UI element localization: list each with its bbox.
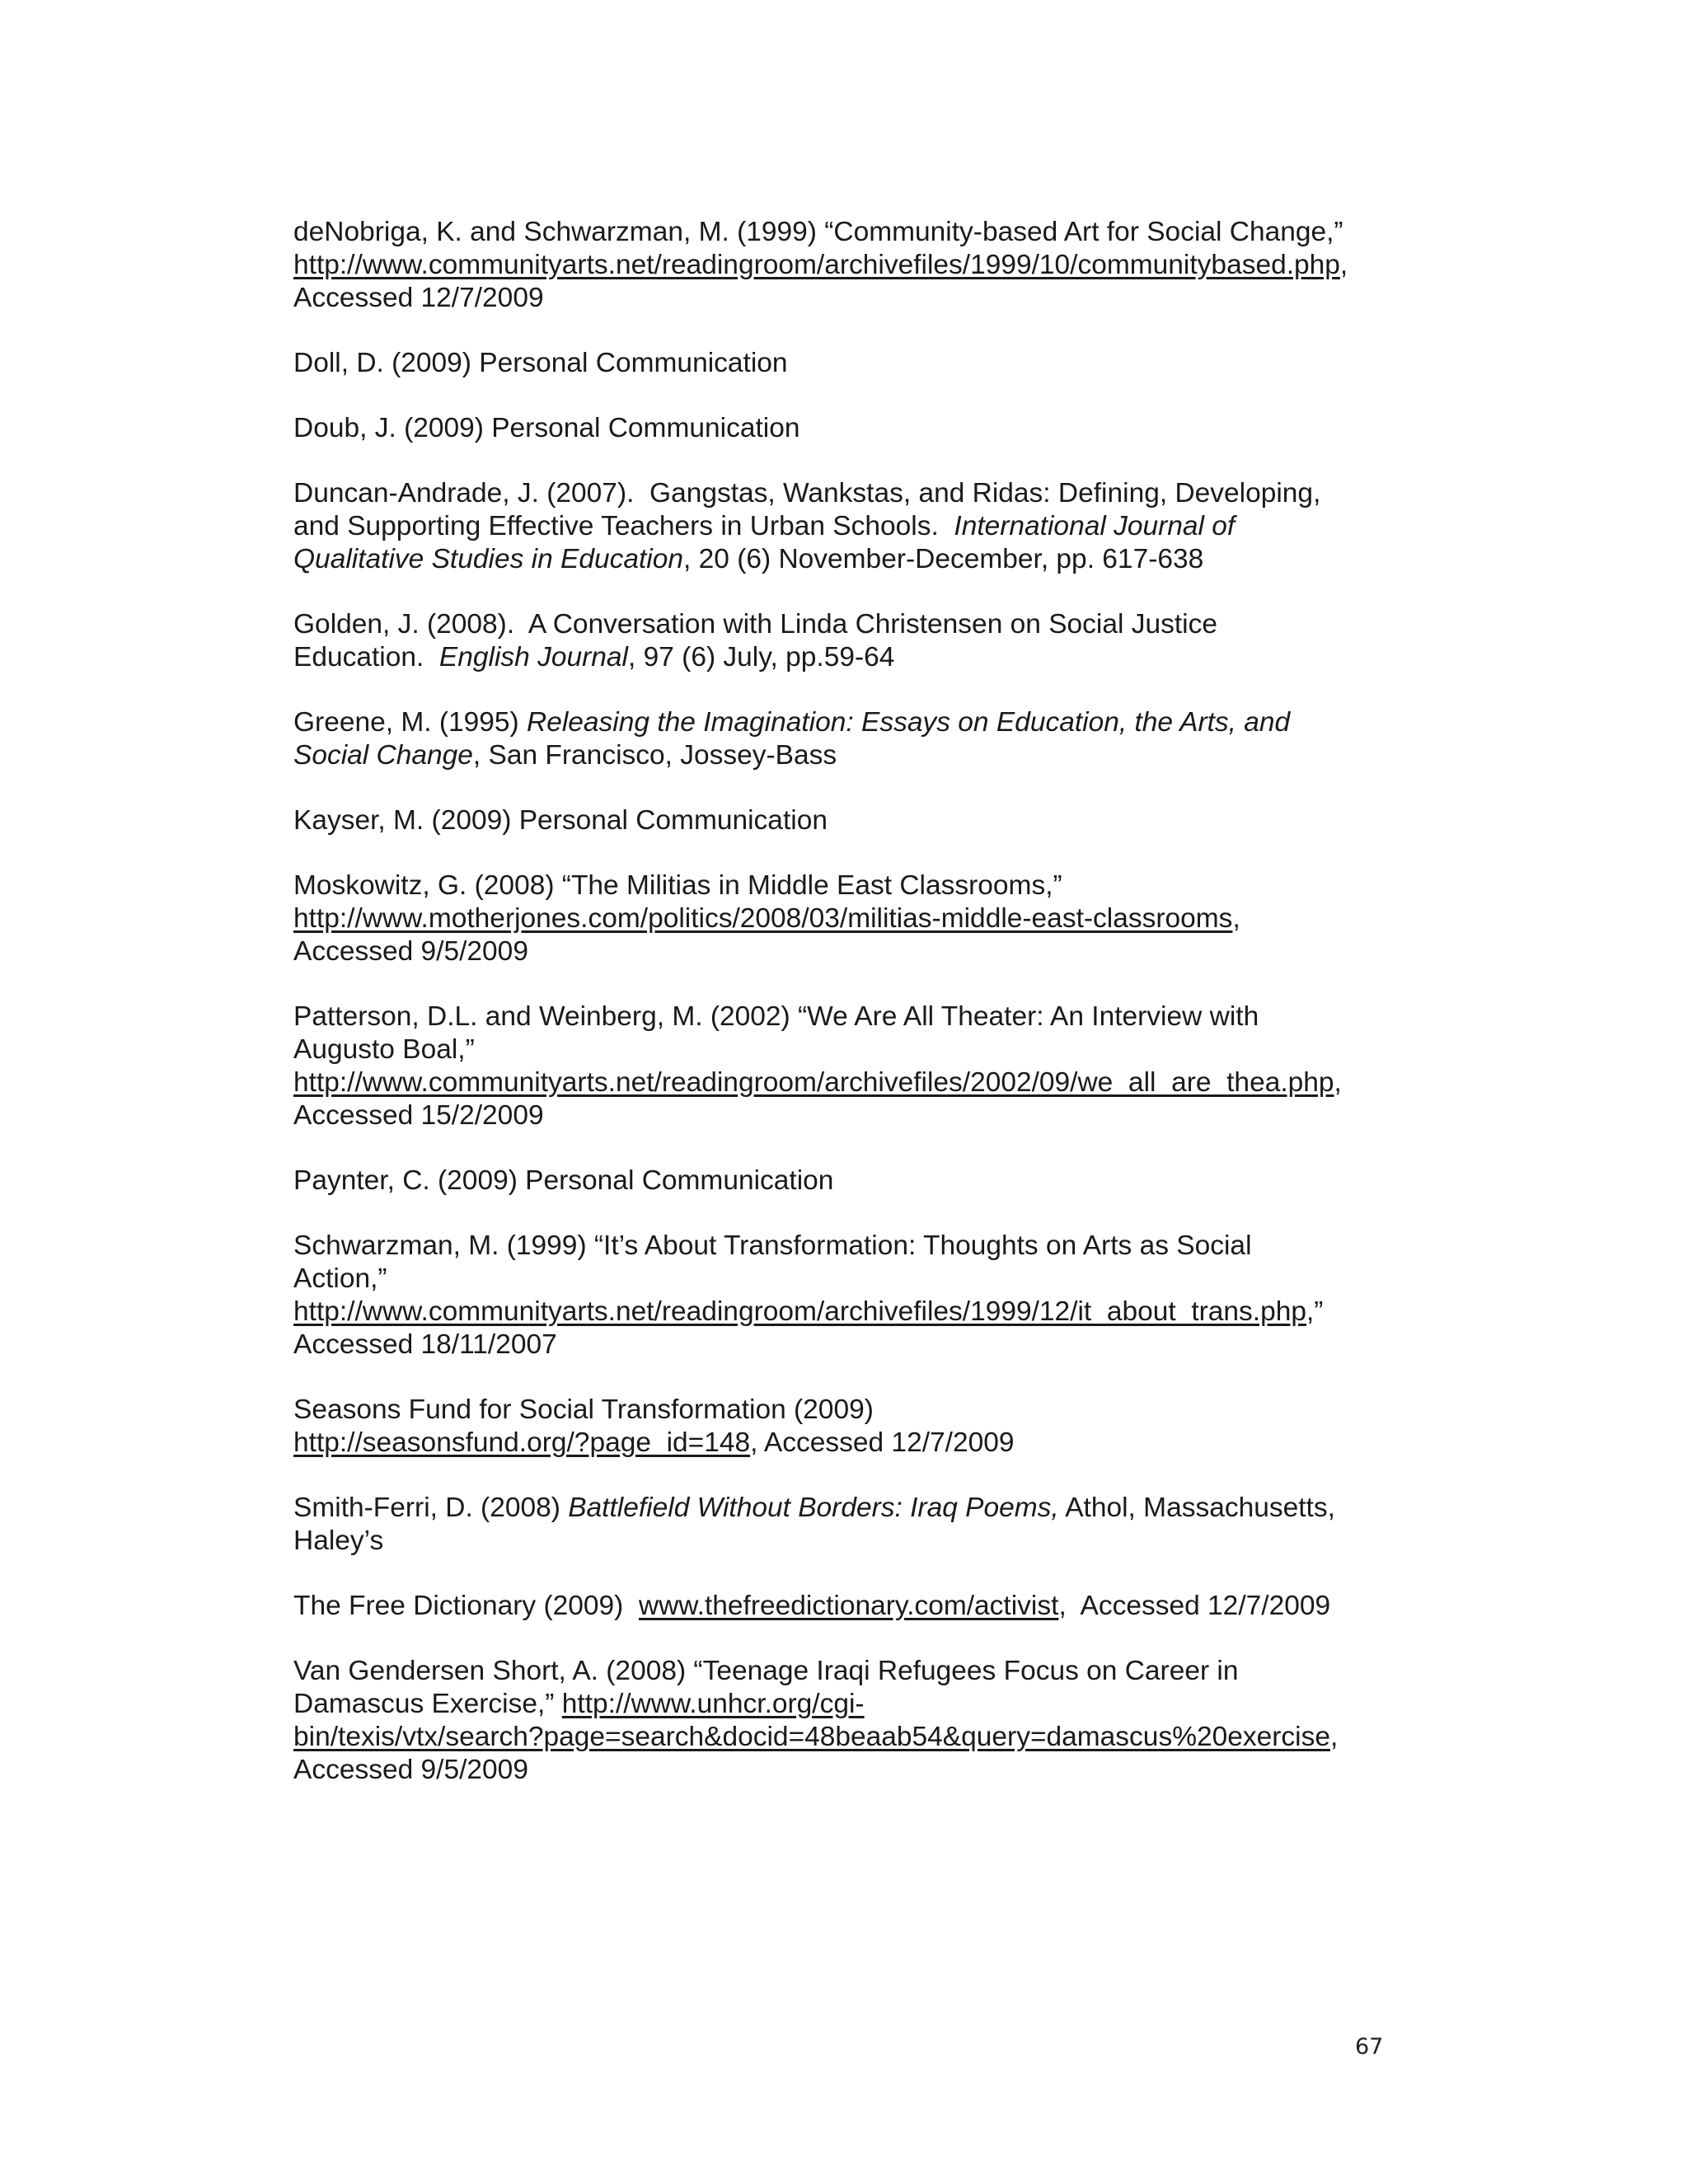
reference-line xyxy=(293,641,1398,674)
reference-line xyxy=(293,1394,1398,1427)
reference-entry-kayser xyxy=(293,804,1398,837)
reference-text: deNobriga, K. and Schwarzman, M. (1999) “Community-based Art for Social Change,” xyxy=(293,217,1343,247)
reference-entry-van-gendersen-short xyxy=(293,1655,1398,1787)
reference-line xyxy=(293,1099,1398,1132)
reference-entry-greene xyxy=(293,706,1398,772)
reference-line xyxy=(293,1427,1398,1460)
reference-text: Golden, J. (2008). A Conversation with Linda Christensen on Social Justice xyxy=(293,609,1218,640)
reference-text: , xyxy=(1339,250,1348,280)
reference-line xyxy=(293,1590,1398,1623)
reference-line xyxy=(293,1655,1398,1688)
reference-line xyxy=(293,347,1398,380)
reference-text: Education. xyxy=(293,642,439,673)
reference-line xyxy=(293,935,1398,968)
reference-text: Accessed 15/2/2009 xyxy=(293,1100,544,1131)
reference-line xyxy=(293,1296,1398,1329)
reference-title-italic: Releasing the Imagination: Essays on Education, the Arts, and xyxy=(527,707,1291,738)
reference-entry-smith-ferri xyxy=(293,1492,1398,1558)
reference-line xyxy=(293,543,1398,576)
reference-line xyxy=(293,869,1398,902)
reference-line xyxy=(293,1525,1398,1558)
reference-link[interactable]: http://www.motherjones.com/politics/2008/03/militias-middle-east-classrooms xyxy=(293,903,1233,934)
reference-text: Augusto Boal,” xyxy=(293,1034,475,1065)
reference-entry-free-dictionary xyxy=(293,1590,1398,1623)
reference-text: Accessed 9/5/2009 xyxy=(293,936,528,967)
reference-text: Accessed 12/7/2009 xyxy=(293,283,544,313)
reference-line xyxy=(293,1033,1398,1066)
reference-text: , 20 (6) November-December, pp. 617-638 xyxy=(683,544,1204,574)
reference-line xyxy=(293,477,1398,510)
reference-title-italic: Social Change xyxy=(293,740,473,771)
reference-entry-seasons-fund xyxy=(293,1394,1398,1460)
reference-text: Doll, D. (2009) Personal Communication xyxy=(293,348,788,378)
reference-line xyxy=(293,1492,1398,1525)
reference-text: , 97 (6) July, pp.59-64 xyxy=(627,642,895,673)
reference-title-italic: International Journal of xyxy=(954,511,1236,541)
reference-entry-denobriga xyxy=(293,216,1398,315)
reference-text: Accessed 9/5/2009 xyxy=(293,1755,528,1785)
reference-text: , Accessed 12/7/2009 xyxy=(1058,1591,1331,1621)
reference-link[interactable]: http://seasonsfund.org/?page_id=148 xyxy=(293,1427,751,1458)
reference-text: Paynter, C. (2009) Personal Communication xyxy=(293,1165,834,1196)
reference-line xyxy=(293,249,1398,282)
reference-entry-schwarzman xyxy=(293,1230,1398,1361)
reference-text: The Free Dictionary (2009) xyxy=(293,1591,639,1621)
reference-text: Patterson, D.L. and Weinberg, M. (2002) “We Are All Theater: An Interview with xyxy=(293,1001,1259,1032)
reference-entry-golden xyxy=(293,608,1398,674)
reference-text: , xyxy=(1232,903,1240,934)
reference-text: Accessed 18/11/2007 xyxy=(293,1329,557,1360)
reference-title-italic: Battlefield Without Borders: Iraq Poems, xyxy=(568,1493,1059,1523)
reference-line xyxy=(293,282,1398,315)
reference-line xyxy=(293,1230,1398,1263)
reference-text: Duncan-Andrade, J. (2007). Gangstas, Wankstas, and Ridas: Defining, Developing, xyxy=(293,478,1321,509)
reference-text: , Accessed 12/7/2009 xyxy=(750,1427,1015,1458)
page-number: 67 xyxy=(1355,2034,1384,2060)
reference-line xyxy=(293,1329,1398,1361)
reference-list xyxy=(293,216,1398,1819)
reference-line xyxy=(293,1721,1398,1754)
reference-text: Kayser, M. (2009) Personal Communication xyxy=(293,805,828,836)
reference-text: Damascus Exercise,” xyxy=(293,1689,562,1719)
reference-link[interactable]: www.thefreedictionary.com/activist xyxy=(638,1591,1059,1621)
reference-text: Van Gendersen Short, A. (2008) “Teenage Iraqi Refugees Focus on Career in xyxy=(293,1656,1239,1686)
reference-text: , xyxy=(1334,1067,1342,1098)
reference-text: Smith-Ferri, D. (2008) xyxy=(293,1493,569,1523)
reference-line xyxy=(293,1066,1398,1099)
reference-entry-doll xyxy=(293,347,1398,380)
reference-text: Action,” xyxy=(293,1263,387,1294)
reference-text: , xyxy=(1329,1722,1339,1752)
reference-link[interactable]: http://www.communityarts.net/readingroom/archivefiles/2002/09/we_all_are_thea.php xyxy=(293,1067,1334,1098)
reference-text: Haley’s xyxy=(293,1526,384,1556)
reference-link[interactable]: http://www.communityarts.net/readingroom/archivefiles/1999/12/it_about_trans.php xyxy=(293,1296,1306,1327)
reference-line xyxy=(293,608,1398,641)
reference-line xyxy=(293,1688,1398,1721)
reference-line xyxy=(293,412,1398,445)
reference-entry-patterson xyxy=(293,1001,1398,1132)
reference-line xyxy=(293,216,1398,249)
reference-title-italic: Qualitative Studies in Education xyxy=(293,544,684,574)
reference-title-italic: English Journal xyxy=(438,642,628,673)
reference-text: , San Francisco, Jossey-Bass xyxy=(472,740,837,771)
reference-line xyxy=(293,706,1398,739)
reference-entry-duncan-andrade xyxy=(293,477,1398,576)
reference-link[interactable]: bin/texis/vtx/search?page=search&docid=48beaab54&query=damascus%20exercise xyxy=(293,1722,1330,1752)
reference-line xyxy=(293,804,1398,837)
reference-text: Greene, M. (1995) xyxy=(293,707,528,738)
reference-line xyxy=(293,1165,1398,1197)
reference-line xyxy=(293,1001,1398,1033)
reference-link[interactable]: http://www.unhcr.org/cgi- xyxy=(561,1689,865,1719)
reference-line xyxy=(293,510,1398,543)
reference-text: Seasons Fund for Social Transformation (2009) xyxy=(293,1394,874,1425)
reference-text: Athol, Massachusetts, xyxy=(1058,1493,1335,1523)
reference-text: and Supporting Effective Teachers in Urban Schools. xyxy=(293,511,954,541)
reference-entry-moskowitz xyxy=(293,869,1398,968)
reference-text: Schwarzman, M. (1999) “It’s About Transformation: Thoughts on Arts as Social xyxy=(293,1230,1252,1261)
reference-text: Moskowitz, G. (2008) “The Militias in Middle East Classrooms,” xyxy=(293,870,1062,901)
reference-line xyxy=(293,1263,1398,1296)
reference-line xyxy=(293,739,1398,772)
reference-text: ,” xyxy=(1306,1296,1324,1327)
reference-entry-doub xyxy=(293,412,1398,445)
reference-line xyxy=(293,1754,1398,1787)
reference-link[interactable]: http://www.communityarts.net/readingroom/archivefiles/1999/10/communitybased.php xyxy=(293,250,1340,280)
reference-text: Doub, J. (2009) Personal Communication xyxy=(293,413,800,443)
reference-entry-paynter xyxy=(293,1165,1398,1197)
reference-line xyxy=(293,902,1398,935)
